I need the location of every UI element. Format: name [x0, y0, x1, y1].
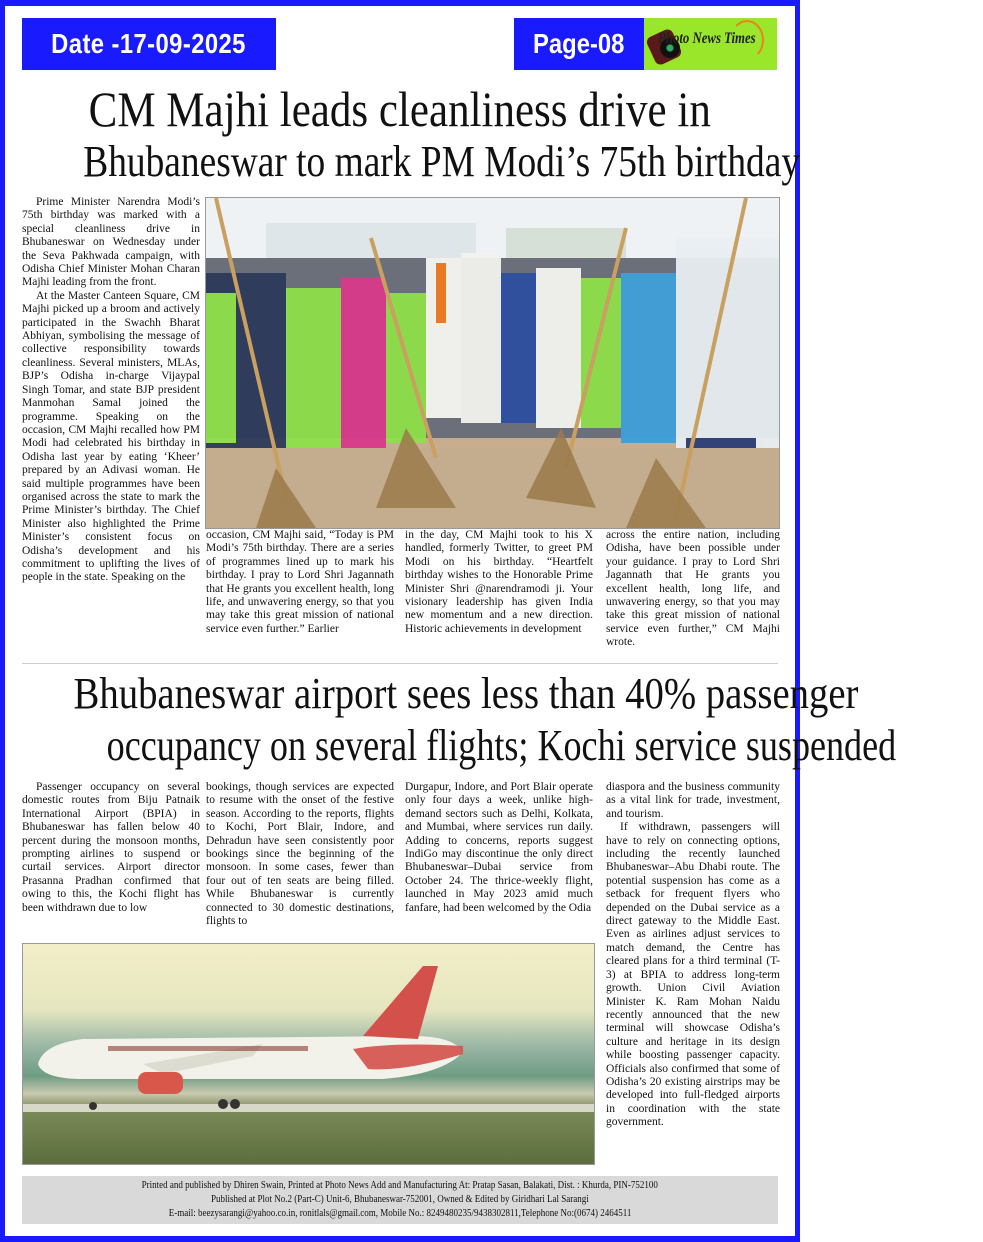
- article2-photo: [22, 943, 595, 1165]
- article2-headline-text2: occupancy on several flights; Kochi service suspended: [106, 721, 897, 770]
- footer-line-1: [22, 1179, 778, 1193]
- article1-paragraph: in the day, CM Majhi took to his X handled, formerly Twitter, to greet PM Modi on his birthday. “Heartfelt birthday wishes to the Honorable Prime Minister Shri @narendramodi ji. Your visionary leadership has given India new momentum and a new direction. Historic achievements in development: [405, 529, 593, 635]
- article1-headline-text2: Bhubaneswar to mark PM Modi’s 75th birthday: [83, 137, 801, 186]
- article1-column-2: [206, 529, 394, 636]
- article2-paragraph: bookings, though services are expected to resume with the onset of the festive season. According to the reports, flights to Kochi, Port Blair, Indore, and Dehradun have seen consistently poor bookings since the beginning of the monsoon. In some cases, fewer than four out of ten seats are being filled. While Bhubaneswar is currently connected to 30 domestic destinations, flights to: [206, 781, 394, 928]
- article1-paragraph: across the entire nation, including Odisha, have been possible under your guidance. I pray to Lord Shri Jagannath that He grants you excellent health, long life, and unwavering energy, so that you may take this great mission of national service even further,” CM Majhi wrote.: [606, 529, 780, 649]
- article2-headline-text1: Bhubaneswar airport sees less than 40% passenger: [73, 669, 859, 718]
- page-number-badge: [514, 18, 644, 70]
- article2-headline-line1: [20, 669, 859, 718]
- article2-paragraph: diaspora and the business community as a vital link for trade, investment, and tourism.: [606, 781, 780, 820]
- article2-paragraph: If withdrawn, passengers will have to rely on connecting options, including the recently launched Bhubaneswar–Abu Dhabi route. The potential suspension has come as a setback for frequent flyers who depended on the Dubai service as a direct gateway to the Middle East. Even as airlines adjust services to match demand, the Centre has cleared plans for a third terminal (T-3) at BPIA to address long-term growth. Union Civil Aviation Minister K. Ram Mohan Naidu recently announced that the new terminal will showcase Odisha’s culture and heritage in its design while boosting passenger capacity. Officials also confirmed that some of Odisha’s 20 existing airstrips may be developed into full-fledged airports in coordination with the state government.: [606, 821, 780, 1129]
- newspaper-logo: [644, 18, 777, 70]
- article1-headline-line1: [20, 81, 780, 137]
- article2-column-2: [206, 781, 394, 928]
- publisher-footer: [22, 1176, 778, 1224]
- footer-line-3: [22, 1207, 778, 1221]
- article2-column-3: [405, 781, 593, 915]
- logo-text: Photo News Times: [658, 30, 756, 47]
- article2-paragraph: Passenger occupancy on several domestic routes from Biju Patnaik International Airport (BPIA) in Bhubaneswar has fallen below 40 percent during the monsoon months, prompting airlines to suspend or curtail services. Airport director Prasanna Pradhan confirmed that owing to this, the Kochi flight has been withdrawn due to low: [22, 781, 200, 914]
- article1-paragraph: Prime Minister Narendra Modi’s 75th birthday was marked with a special cleanliness drive in Bhubaneswar on Wednesday under the Seva Pakhwada campaign, with Odisha Chief Minister Mohan Charan Majhi leading from the front.: [22, 196, 200, 289]
- article1-headline-text1: CM Majhi leads cleanliness drive in: [88, 81, 712, 137]
- cleanliness-drive-photo-illustration: [206, 198, 779, 528]
- aircraft-photo-illustration: [23, 944, 594, 1164]
- article1-column-4: [606, 529, 780, 650]
- article1-paragraph: occasion, CM Majhi said, “Today is PM Modi’s 75th birthday. There are a series of programmes lined up to mark his birthday. I pray to Lord Shri Jagannath that He grants you excellent health, long life, and unwavering energy, so that you may take this great mission of national service even further.” Earlier: [206, 529, 394, 635]
- article2-paragraph: Durgapur, Indore, and Port Blair operate only four days a week, unlike high-demand sectors such as Delhi, Kolkata, and Mumbai, where services run daily. Adding to concerns, reports suggest IndiGo may discontinue the only direct Bhubaneswar–Dubai service from October 24. The thrice-weekly flight, launched in May 2023 amid much fanfare, had been welcomed by the Odia: [405, 781, 593, 914]
- article2-column-1: [22, 781, 200, 915]
- article2-headline-line2: [20, 721, 897, 770]
- article1-headline-line2: [20, 137, 801, 186]
- article1-paragraph: At the Master Canteen Square, CM Majhi picked up a broom and actively participated in the Swachh Bharat Abhiyan, symbolising the message of collective responsibility towards cleanliness. Several ministers, MLAs, BJP’s Odisha in-charge Vijaypal Singh Tomar, and state BJP president Manmohan Samal joined the programme. Speaking on the occasion, CM Majhi recalled how PM Modi had celebrated his birthday in Odisha last year by eating ‘Kheer’ prepared by an Adivasi woman. He said multiple programmes have been organised across the state to mark the Prime Minister’s birthday. The Chief Minister also highlighted the Prime Minister’s consistent focus on Odisha’s development and his commitment to uplifting the lives of people in the state. Speaking on the: [22, 289, 200, 584]
- article1-photo: [205, 197, 780, 529]
- footer-text: Published at Plot No.2 (Part-C) Unit-6, Bhubaneswar-752001, Owned & Edited by Giridhari Lal Sarangi: [211, 1194, 589, 1205]
- footer-text: E-mail: beezysarangi@yahoo.co.in, ronitlals@gmail.com, Mobile No.: 8249480235/9438302811,Telephone No:(0674) 2464511: [168, 1208, 632, 1219]
- page-number-text: Page-08: [533, 28, 625, 59]
- article1-column-1: [22, 196, 200, 585]
- section-divider: [22, 663, 778, 664]
- date-text: Date -17-09-2025: [51, 28, 247, 59]
- date-badge: [22, 18, 276, 70]
- article2-column-4: [606, 781, 780, 1130]
- footer-line-2: [22, 1193, 778, 1207]
- article1-column-3: [405, 529, 593, 636]
- footer-text: Printed and published by Dhiren Swain, Printed at Photo News Add and Manufacturing At: Pratap Sasan, Balakati, Dist. : Khurda, PIN-752100: [141, 1180, 659, 1191]
